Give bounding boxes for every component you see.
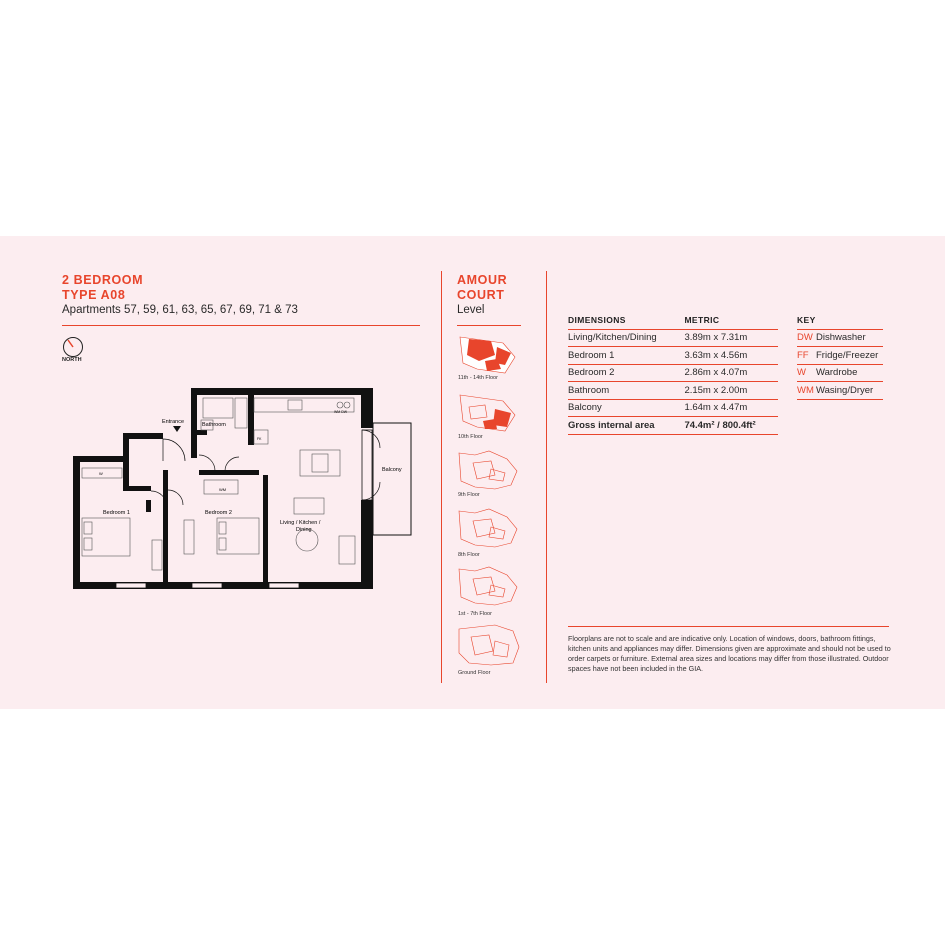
key-header-row: [797, 312, 883, 329]
disclaimer-text: Floorplans are not to scale and are indicative only. Location of windows, doors, bathroom fittings, kitchen units and appliances may differ. Dimensions given are approximate and should not be used to order carpets or furniture. External area sizes and locations may differ from those illustrated. Outdoor spaces have not been included in the GIA.: [568, 634, 891, 673]
divider-right: [546, 271, 547, 683]
room-name: Bedroom 1: [568, 347, 684, 365]
level-label: Level: [457, 304, 485, 316]
key-row: [797, 347, 883, 365]
room-metric: 3.89m x 7.31m: [684, 329, 778, 347]
bedroom-title: 2 BEDROOM: [62, 273, 144, 287]
level-label-1-7: 1st - 7th Floor: [458, 611, 492, 617]
gross-area-value: 74.4m² / 800.4ft²: [684, 417, 778, 435]
key-row: [797, 364, 883, 382]
key-code: FF: [797, 347, 816, 365]
key-label: Wardrobe: [816, 364, 883, 382]
key-label: Wasing/Dryer: [816, 382, 883, 400]
level-label-10: 10th Floor: [458, 434, 483, 440]
level-diagram-8: [459, 509, 517, 547]
building-name-line1: AMOUR: [457, 273, 508, 287]
key-label: Fridge/Freezer: [816, 347, 883, 365]
entrance-label: Entrance: [162, 419, 185, 425]
table-row: [568, 329, 778, 347]
level-diagrams: [455, 333, 525, 678]
table-row: [568, 399, 778, 417]
room-metric: 3.63m x 4.56m: [684, 347, 778, 365]
table-row: [568, 347, 778, 365]
building-name-line2: COURT: [457, 288, 505, 302]
metric-heading: METRIC: [684, 312, 778, 329]
key-code: W: [797, 364, 816, 382]
fk-label: FK: [257, 437, 262, 441]
level-diagram-10: [460, 395, 515, 431]
key-table: [797, 312, 883, 400]
table-row: [568, 382, 778, 400]
disclaimer-rule: [568, 626, 889, 627]
bedroom1-label: Bedroom 1: [103, 510, 130, 516]
key-label: Dishwasher: [816, 329, 883, 347]
level-label-ground: Ground Floor: [458, 670, 491, 676]
building-rule: [457, 325, 521, 326]
living-label-line2: Dining: [296, 527, 312, 533]
apartments-list: Apartments 57, 59, 61, 63, 65, 67, 69, 71 & 73: [62, 304, 298, 316]
level-diagram-ground: [459, 625, 519, 665]
key-row: [797, 329, 883, 347]
header-rule: [62, 325, 420, 326]
level-diagram-9: [459, 451, 517, 489]
room-metric: 1.64m x 4.47m: [684, 399, 778, 417]
level-label-9: 9th Floor: [458, 492, 480, 498]
gross-area-label: Gross internal area: [568, 417, 684, 435]
compass-icon: [62, 336, 84, 358]
table-row: [568, 364, 778, 382]
level-label-8: 8th Floor: [458, 552, 480, 558]
level-label-11-14: 11th - 14th Floor: [458, 375, 498, 381]
living-label-line1: Living / Kitchen /: [280, 520, 321, 526]
dimensions-table: [568, 312, 778, 435]
room-metric: 2.86m x 4.07m: [684, 364, 778, 382]
wardrobe-label: W: [99, 471, 103, 476]
bathroom-label: Bathroom: [202, 422, 226, 428]
key-code: DW: [797, 329, 816, 347]
room-name: Balcony: [568, 399, 684, 417]
bedroom2-label: Bedroom 2: [205, 510, 232, 516]
level-diagram-11-14: [460, 337, 515, 373]
dimensions-header-row: [568, 312, 778, 329]
balcony-label: Balcony: [382, 467, 402, 473]
room-name: Bedroom 2: [568, 364, 684, 382]
level-diagram-1-7: [459, 567, 517, 605]
compass-label: NORTH: [62, 357, 82, 363]
key-row: [797, 382, 883, 400]
room-metric: 2.15m x 2.00m: [684, 382, 778, 400]
room-name: Bathroom: [568, 382, 684, 400]
key-code: WM: [797, 382, 816, 400]
gross-area-row: [568, 417, 778, 435]
room-name: Living/Kitchen/Dining: [568, 329, 684, 347]
dimensions-heading: DIMENSIONS: [568, 312, 684, 329]
key-heading: KEY: [797, 312, 883, 329]
appliance-label: WM DW: [334, 410, 348, 414]
wm-label: WM: [219, 487, 227, 492]
type-title: TYPE A08: [62, 288, 126, 302]
floor-plan: [68, 384, 418, 594]
divider-left: [441, 271, 442, 683]
